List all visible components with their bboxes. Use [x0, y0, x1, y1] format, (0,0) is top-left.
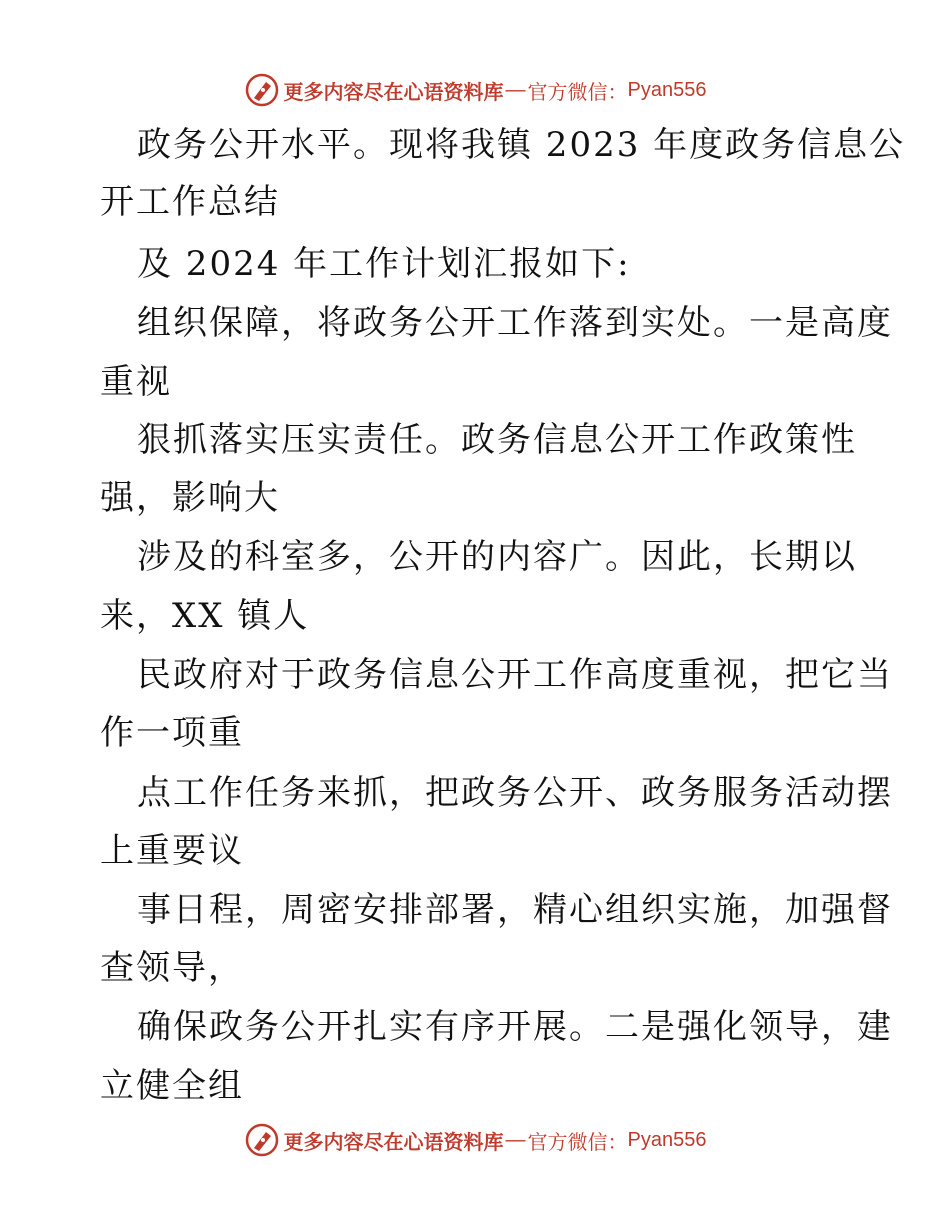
- header-banner-dash: —: [505, 78, 526, 101]
- footer-banner: [0, 1120, 950, 1160]
- body-line: 组织保障，将政务公开工作落到实处。一是高度: [137, 303, 893, 343]
- pen-nib-logo-icon: [244, 72, 280, 108]
- footer-wechat-label: 官方微信：: [527, 1129, 628, 1154]
- body-line: 涉及的科室多，公开的内容广。因此，长期以: [137, 537, 857, 577]
- body-line: 民政府对于政务信息公开工作高度重视，把它当: [137, 655, 893, 695]
- body-line: 强，影响大: [100, 478, 280, 518]
- body-line: 政务公开水平。现将我镇 2023 年度政务信息公: [137, 125, 906, 165]
- header-wechat-label: 官方微信：: [527, 79, 628, 104]
- pen-nib-logo-icon: [244, 1122, 280, 1158]
- body-line: 立健全组: [100, 1066, 244, 1106]
- body-line: 事日程，周密安排部署，精心组织实施，加强督: [137, 890, 893, 930]
- body-line: 确保政务公开扎实有序开展。二是强化领导，建: [137, 1007, 893, 1047]
- footer-banner-text: 更多内容尽在心语资料库: [283, 1129, 504, 1154]
- body-line: 点工作任务来抓，把政务公开、政务服务活动摆: [137, 773, 893, 813]
- body-line: 及 2024 年工作计划汇报如下:: [137, 244, 631, 284]
- footer-wechat-id: Pyan556: [627, 1128, 707, 1151]
- header-wechat-id: Pyan556: [627, 78, 707, 101]
- footer-banner-dash: —: [505, 1128, 526, 1151]
- body-line: 作一项重: [100, 713, 244, 753]
- body-line: 开工作总结: [100, 182, 280, 222]
- body-line: 重视: [100, 362, 172, 402]
- header-banner-text: 更多内容尽在心语资料库: [283, 79, 504, 104]
- header-banner: [0, 70, 950, 110]
- body-line: 查领导，: [100, 948, 244, 988]
- body-line: 来，XX 镇人: [100, 596, 310, 636]
- body-line: 上重要议: [100, 831, 244, 871]
- body-line: 狠抓落实压实责任。政务信息公开工作政策性: [137, 420, 857, 460]
